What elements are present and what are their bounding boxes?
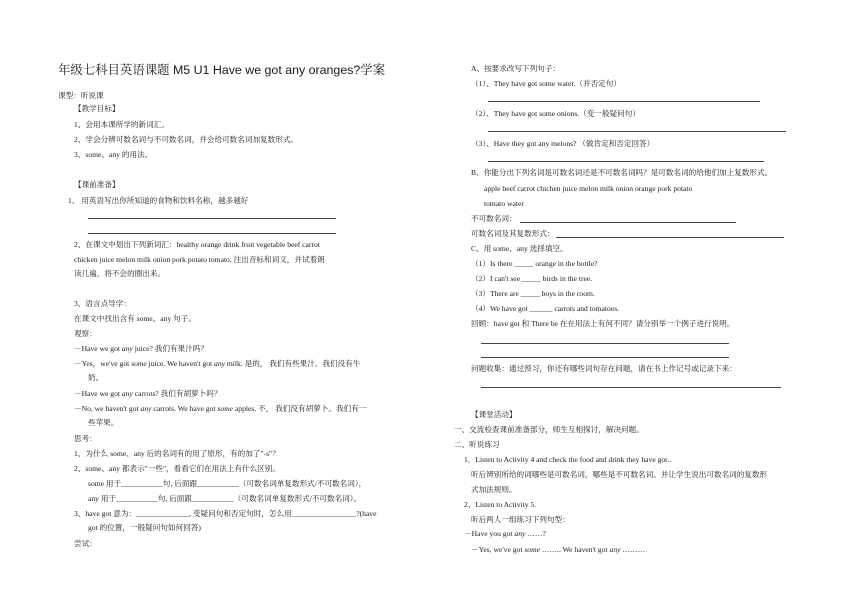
observe-label: 观察： [74,329,97,338]
dialogue-line: 奶。 [88,373,104,382]
exercise-item: （2）、They have got some onions.（变一般疑问句） [471,109,640,118]
page-title: 年级七科目英语课题 M5 U1 Have we got any oranges?学案 [58,63,386,77]
word-list: tomato water [484,199,524,208]
fill-blank-line: any 用于___________句, 后面跟___________（可数名词单复数形式/不可数名词）。 [88,494,362,503]
answer-line [520,222,736,223]
prep-item-1: 1、 用英语写出你所知道的食物和饮料名称，越多越好 [68,196,249,205]
pattern-line: －Yes, we've got some …….. We haven't got any ……… [471,545,646,554]
activity-subitem: 2、Listen to Activity 5. [464,500,537,509]
dialogue-line: 些苹果。 [88,418,119,427]
answer-line [481,357,729,358]
activity-item: 一、交流检查课前准备部分，师生互相探讨，解决问题。 [454,425,644,434]
lesson-type: 课型：听说课 [58,91,104,100]
think-label: 思考： [74,434,97,443]
activity-item: 二、听说练习 [454,440,500,449]
goals-heading: 【教学目标】 [74,104,120,113]
exercise-item: （2）I can't see _____ birds in the tree. [471,274,593,283]
think-question-line: got 的位置，一般疑问句如何回答) [88,523,201,532]
goal-item: 2、学会分辨可数名词与不可数名词，并会给可数名词加复数形式。 [74,135,299,144]
question-collection: 问题收集：通过预习，你还有哪些词句存在问题，请在书上作记号或记录下来： [471,364,737,373]
think-question: 1、为什么 some、any 后的名词有的用了原形，有的加了"-s"？ [74,449,280,458]
section-b-heading: B、你能分出下列名词是可数名词还是不可数名词吗？是可数名词的给他们加上复数形式。 [471,168,773,177]
answer-line [88,218,336,219]
find-instruction: 在课文中找出含有 some、any 句子。 [74,314,196,323]
think-question: 2、some、any 都表示"一些"，看看它们在用法上有什么区别。 [74,464,280,473]
section-a-heading: A、按要求改写下列句子： [471,64,561,73]
activity-subitem-text: 式加法规则。 [471,485,517,494]
exercise-item: （1）Is there _____ orange in the bottle? [471,259,598,268]
fill-blank-line: some 用于___________句, 后面跟___________（可数名词单复数形式/不可数名词）， [88,479,367,488]
answer-line [481,387,781,388]
answer-line [488,131,786,132]
answer-line [88,233,336,234]
exercise-item: （3）There are _____ boys in the room. [471,289,595,298]
dialogue-line: －Yes，we've got some juice. We haven't got any milk. 是的， 我们有些果汁。我们没有牛 [74,359,361,368]
exercise-item: （4）We have got ______ carrots and tomatoes. [471,304,620,313]
try-label: 尝试： [74,539,97,548]
answer-line [488,161,764,162]
answer-line [488,101,760,102]
activity-subitem-text: 听后两人一组练习下列句型： [471,515,570,524]
word-list: apple beef carrot chichen juice melon milk onion orange pork potato [484,184,693,193]
goal-item: 1、会用本课所学的新词汇。 [74,120,169,129]
activity-subitem-text: 听后辨别所给的词哪些是可数名词，哪些是不可数名词。并让学生说出可数名词的复数形 [471,470,768,479]
review-question: 回顾：have got 和 There be 在在用法上有何不同？请分别举一个例子进行说明。 [471,319,735,328]
prep-item-3: 3、语言点导学： [74,299,131,308]
pattern-line: －Have you got any ……? [464,529,546,538]
exercise-item: （3）、Have they got any melons? （做肯定和否定回答） [471,139,655,148]
dialogue-line: －Have we got any juice? 我们有果汁吗？ [74,344,208,353]
think-question: 3、have got 意为：______________, 变疑问句和否定句时，怎么用_________________?(have [74,509,377,518]
dialogue-line: －No, we haven't got any carrots. We have got some apples. 不， 我们没有胡萝卜。我们有一 [74,404,367,413]
dialogue-line: －Have we got any carrots? 我们有胡萝卜吗？ [74,389,222,398]
prep-heading: 【课前准备】 [74,180,120,189]
uncountable-label: 不可数名词： [471,214,517,223]
exercise-item: （1）、They have got some water.（并否定句） [471,79,621,88]
activity-subitem: 1．Listen to Activity 4 and check the food and drink they have got.. [464,455,672,464]
class-activity-heading: 【课堂活动】 [471,410,517,419]
answer-line [556,237,784,238]
prep-item-2-line: 读几遍，将不会的圈出来。 [74,269,166,278]
prep-item-2-line: chicken juice melon milk onion pork potato tomato, 注出音标和词义，并试着朗 [74,255,325,264]
countable-label: 可数名词及其复数形式： [471,229,555,238]
goal-item: 3、some、any 的用法。 [74,150,153,159]
answer-line [481,343,729,344]
prep-item-2: 2、在课文中划出下列新词汇：healthy orange drink fruit vegetable beef carrot [74,240,320,249]
section-c-heading: C、用 some、any 选择填空。 [471,244,568,253]
